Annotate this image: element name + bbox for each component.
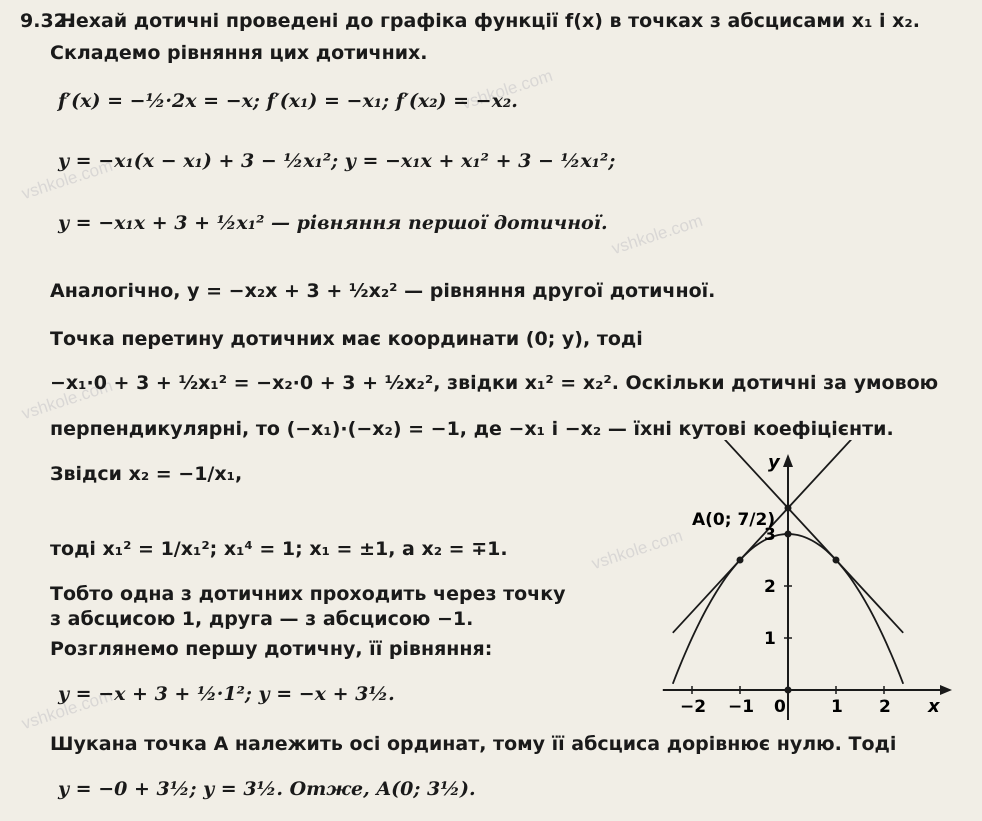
- watermark: vshkole.com: [19, 375, 115, 424]
- text-second-tangent: Аналогічно, y = −x₂x + 3 + ½x₂² — рівняння другої дотичної.: [50, 280, 716, 302]
- x-tick-label: −2: [680, 697, 707, 717]
- problem-number: 9.32.: [20, 10, 75, 32]
- watermark: vshkole.com: [589, 525, 685, 574]
- text-point-a: Шукана точка A належить осі ординат, тому її абсциса дорівнює нулю. Тоді: [50, 733, 897, 755]
- watermark: vshkole.com: [19, 155, 115, 204]
- graph-point: [833, 557, 840, 564]
- text-intersection: Точка перетину дотичних має координати (0; y), тоді: [50, 328, 643, 350]
- x-tick-label: 1: [831, 697, 843, 717]
- formula-first-equation: y = −x + 3 + ½·1²; y = −x + 3½.: [58, 683, 395, 705]
- graph-point: [737, 557, 744, 564]
- formula-answer: y = −0 + 3½; y = 3½. Отже, A(0; 3½).: [58, 778, 476, 800]
- graph-point: [785, 687, 792, 694]
- watermark: vshkole.com: [609, 210, 705, 259]
- text-line-1: Нехай дотичні проведені до графіка функції f(x) в точках з абсцисами x₁ і x₂.: [60, 10, 920, 32]
- text-perpendicular: перпендикулярні, то (−x₁)·(−x₂) = −1, де −x₁ і −x₂ — їхні кутові коефіцієнти.: [50, 418, 894, 440]
- y-tick-label: 3: [764, 525, 776, 545]
- text-one-tangent: Тобто одна з дотичних проходить через точку: [50, 583, 566, 605]
- tangent-graph: [640, 440, 970, 730]
- x-tick-label: 2: [879, 697, 891, 717]
- formula-first-tangent: y = −x₁x + 3 + ½x₁² — рівняння першої дотичної.: [58, 212, 608, 234]
- point-a-label: A(0; 7/2): [692, 510, 776, 530]
- y-tick-label: 2: [764, 577, 776, 597]
- formula-x2: Звідси x₂ = −1/x₁,: [50, 463, 243, 485]
- formula-derivative: f′(x) = −½·2x = −x; f′(x₁) = −x₁; f′(x₂) = −x₂.: [58, 90, 518, 112]
- origin-label: 0: [774, 697, 786, 717]
- y-tick-label: 1: [764, 629, 776, 649]
- y-axis-arrow: [783, 454, 793, 467]
- x-axis-arrow: [940, 685, 952, 695]
- formula-x1-values: тоді x₁² = 1/x₁²; x₁⁴ = 1; x₁ = ±1, а x₂ = ∓1.: [50, 538, 508, 560]
- watermark: vshkole.com: [459, 65, 555, 114]
- x-tick-label: −1: [728, 697, 755, 717]
- text-abscissa: з абсцисою 1, друга — з абсцисою −1.: [50, 608, 474, 630]
- text-line-2: Складемо рівняння цих дотичних.: [50, 42, 428, 64]
- formula-tangent-general: y = −x₁(x − x₁) + 3 − ½x₁²; y = −x₁x + x₁² + 3 − ½x₁²;: [58, 150, 616, 172]
- graph-point: [785, 531, 792, 538]
- formula-equality: −x₁·0 + 3 + ½x₁² = −x₂·0 + 3 + ½x₂², звідки x₁² = x₂². Оскільки дотичні за умовою: [50, 372, 939, 394]
- graph-point: [785, 505, 792, 512]
- watermark: vshkole.com: [19, 685, 115, 734]
- text-consider-first: Розглянемо першу дотичну, її рівняння:: [50, 638, 493, 660]
- x-axis-label: x: [928, 696, 940, 717]
- y-axis-label: y: [768, 452, 780, 473]
